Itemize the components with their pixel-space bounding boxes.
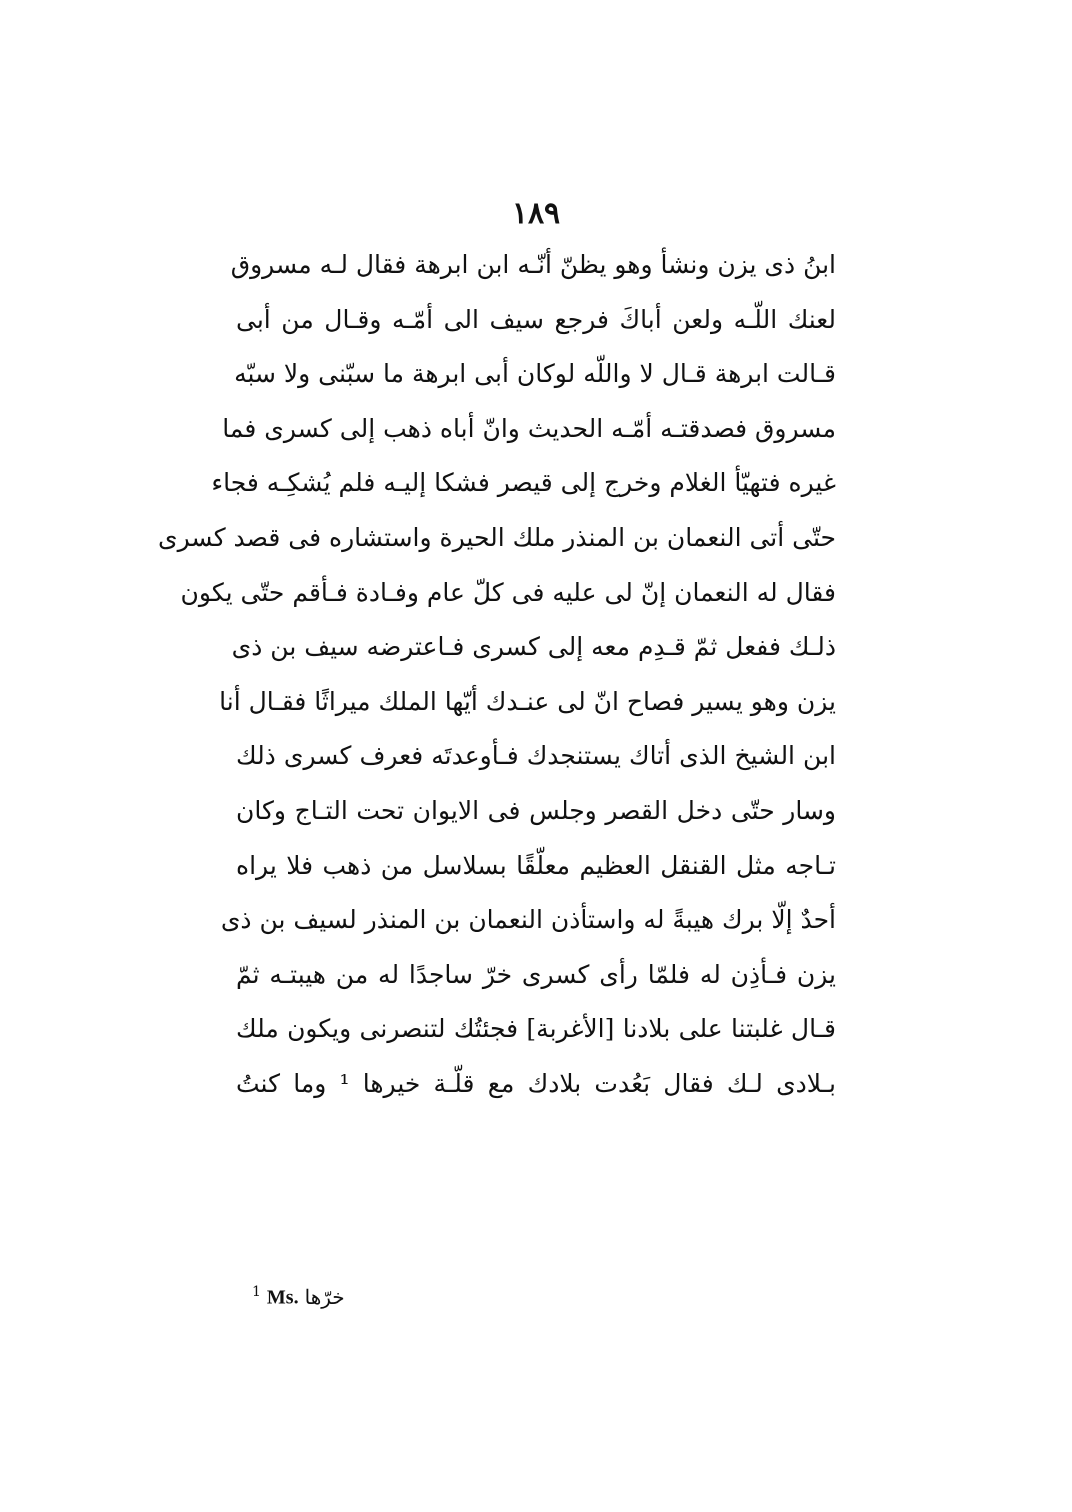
text-line: حتّى أتى النعمان بن المنذر ملك الحيرة واستشاره فى قصد كسرى bbox=[158, 522, 836, 552]
footnote-marker: 1 bbox=[252, 1284, 261, 1300]
text-line: غيره فتهيّأ الغلام وخرج إلى قيصر فشكا إليـه فلم يُشكِـه فجاء bbox=[211, 468, 836, 498]
text-line: يزن وهو يسير فصاح انّ لى عنـدك أيّها الملك ميراثًا فقـال أنا bbox=[219, 686, 836, 716]
text-line: لعنك اللّـه ولعن أباكَ فرجع سيف الى أمّـه وقـال من أبى bbox=[236, 304, 836, 334]
text-line: يزن فـأذِن له فلمّا رأى كسرى خرّ ساجدًا له من هيبتـه ثمّ bbox=[236, 959, 836, 989]
text-line: تـاجه مثل القنقل العظيم معلّقًا بسلاسل من ذهب فلا يراه bbox=[236, 850, 836, 880]
text-line: مسروق فصدقتـه أمّـه الحديث وانّ أباه ذهب إلى كسرى فما bbox=[222, 413, 836, 443]
footnote bbox=[252, 1278, 512, 1312]
text-line: قـال غلبتنا على بلادنا [الأغربة] فجئتُك لتنصرنى ويكون ملك bbox=[236, 1014, 836, 1044]
text-line: بـلادى لـك فقال بَعُدت بلادك مع قلّـة خيرها ¹ وما كنتُ bbox=[236, 1068, 837, 1098]
text-line: وسار حتّى دخل القصر وجلس فى الايوان تحت التـاج وكان bbox=[236, 795, 836, 825]
text-line: فقال له النعمان إنّ لى عليه فى كلّ عام وفـادة فـأقم حتّى يكون bbox=[180, 577, 836, 607]
text-line: أحدٌ إلّا برك هيبةً له واستأذن النعمان بن المنذر لسيف بن ذى bbox=[220, 905, 836, 935]
footnote-label: Ms. bbox=[266, 1286, 299, 1309]
main-text-block bbox=[158, 238, 837, 1112]
page-number: ١٨٩ bbox=[511, 196, 561, 231]
text-line: ذلـك ففعل ثمّ قـدِم معه إلى كسرى فـاعترضه سيف بن ذى bbox=[231, 632, 836, 662]
text-line: ابن الشيخ الذى أتاك يستنجدك فـأوعدتَه فعرف كسرى ذلك bbox=[236, 741, 836, 771]
text-line: ابنُ ذى يزن ونشأ وهو يظنّ أنّـه ابن ابرهة فقال لـه مسروق bbox=[230, 250, 836, 279]
footnote-text: خرّها bbox=[304, 1284, 345, 1309]
text-line: قـالت ابرهة قـال لا واللّه لوكان أبى ابرهة ما سبّنى ولا سبّه bbox=[234, 359, 836, 389]
